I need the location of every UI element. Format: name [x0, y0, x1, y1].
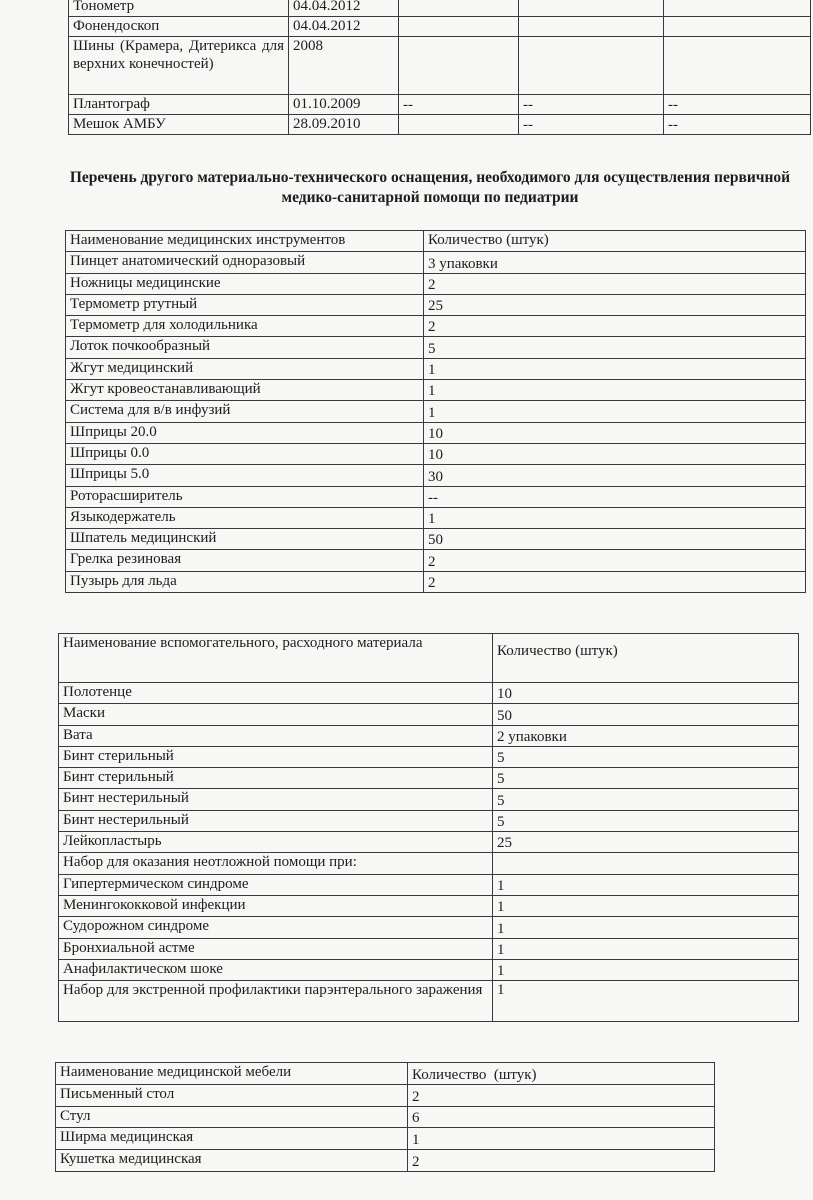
- item-qty: --: [424, 486, 806, 507]
- table-row: [69, 115, 811, 135]
- table-row: [66, 507, 806, 528]
- item-name: Ширма медицинская: [56, 1128, 408, 1150]
- table-row: [66, 550, 806, 571]
- table-row: [59, 917, 799, 938]
- table-row: [66, 294, 806, 315]
- equipment-cell: [664, 0, 811, 17]
- item-qty: 30: [424, 465, 806, 486]
- equipment-table: [68, 0, 811, 135]
- equipment-name: Тонометр: [69, 0, 289, 17]
- table-row: [66, 465, 806, 486]
- table-row: [59, 768, 799, 789]
- table-row: [56, 1084, 715, 1106]
- column-header-qty: Количество (штук): [493, 634, 799, 683]
- table-row: [66, 529, 806, 550]
- equipment-cell: [399, 37, 519, 95]
- item-name: Грелка резиновая: [66, 550, 424, 571]
- equipment-cell: --: [519, 95, 664, 115]
- item-qty: 1: [493, 981, 799, 1022]
- item-name: Пинцет анатомический одноразовый: [66, 252, 424, 273]
- item-qty: 1: [493, 938, 799, 959]
- equipment-cell: [664, 37, 811, 95]
- table-row: [59, 683, 799, 704]
- item-qty: [493, 853, 799, 874]
- item-name: Ножницы медицинские: [66, 273, 424, 294]
- item-name: Вата: [59, 725, 493, 746]
- equipment-cell: --: [519, 115, 664, 135]
- item-name: Бинт стерильный: [59, 746, 493, 767]
- item-name: Роторасширитель: [66, 486, 424, 507]
- table-row: [66, 358, 806, 379]
- table-row: [66, 571, 806, 592]
- item-qty: 50: [493, 704, 799, 725]
- table-row: [69, 95, 811, 115]
- item-qty: 2: [424, 571, 806, 592]
- item-name: Маски: [59, 704, 493, 725]
- table-row: [59, 832, 799, 853]
- item-name: Бинт нестерильный: [59, 810, 493, 831]
- table-row: [66, 316, 806, 337]
- item-name: Набор для оказания неотложной помощи при:: [59, 853, 493, 874]
- equipment-name: Фонендоскоп: [69, 17, 289, 37]
- column-header-name: Наименование медицинских инструментов: [66, 231, 424, 252]
- supplies-table: [58, 633, 799, 1022]
- item-qty: 25: [493, 832, 799, 853]
- item-qty: 1: [424, 358, 806, 379]
- item-qty: 2: [424, 273, 806, 294]
- item-name: Жгут кровеостанавливающий: [66, 380, 424, 401]
- item-name: Шприцы 5.0: [66, 465, 424, 486]
- table-row: [59, 853, 799, 874]
- table-row: [59, 746, 799, 767]
- table-row: [59, 725, 799, 746]
- item-qty: 1: [493, 917, 799, 938]
- item-name: Пузырь для льда: [66, 571, 424, 592]
- table-header-row: [66, 231, 806, 252]
- table-header-row: [59, 634, 799, 683]
- item-qty: 10: [424, 422, 806, 443]
- equipment-name: Шины (Крамера, Дитерикса для верхних конечностей): [69, 37, 289, 95]
- table-row: [59, 981, 799, 1022]
- table-row: [59, 704, 799, 725]
- item-qty: 1: [424, 507, 806, 528]
- equipment-cell: [519, 0, 664, 17]
- table-row: [66, 401, 806, 422]
- table-row: [59, 874, 799, 895]
- item-name: Кушетка медицинская: [56, 1150, 408, 1172]
- section-heading: Перечень другого материально-технического оснащения, необходимого для осуществления первичной медико-санитарной помощи по педиатрии: [69, 169, 791, 206]
- item-name: Шприцы 0.0: [66, 443, 424, 464]
- equipment-cell: [399, 115, 519, 135]
- item-qty: 1: [424, 380, 806, 401]
- furniture-table: [55, 1062, 715, 1172]
- table-row: [69, 17, 811, 37]
- item-qty: 10: [424, 443, 806, 464]
- table-row: [59, 789, 799, 810]
- item-name: Система для в/в инфузий: [66, 401, 424, 422]
- item-qty: 2: [408, 1084, 715, 1106]
- equipment-cell: [399, 17, 519, 37]
- item-name: Бинт стерильный: [59, 768, 493, 789]
- equipment-name: Плантограф: [69, 95, 289, 115]
- item-qty: 50: [424, 529, 806, 550]
- column-header-qty: Количество (штук): [408, 1063, 715, 1085]
- item-qty: 1: [424, 401, 806, 422]
- item-qty: 2: [424, 550, 806, 571]
- table-row: [66, 486, 806, 507]
- table-row: [69, 37, 811, 95]
- table-row: [66, 443, 806, 464]
- item-name: Бронхиальной астме: [59, 938, 493, 959]
- equipment-cell: [399, 0, 519, 17]
- item-name: Термометр ртутный: [66, 294, 424, 315]
- equipment-date: 04.04.2012: [289, 17, 399, 37]
- item-qty: 5: [493, 789, 799, 810]
- item-name: Бинт нестерильный: [59, 789, 493, 810]
- item-name: Шпатель медицинский: [66, 529, 424, 550]
- table-row: [56, 1128, 715, 1150]
- equipment-cell: --: [664, 95, 811, 115]
- equipment-date: 2008: [289, 37, 399, 95]
- instruments-table: [65, 230, 806, 593]
- equipment-name: Мешок АМБУ: [69, 115, 289, 135]
- table-row: [59, 938, 799, 959]
- item-name: Судорожном синдроме: [59, 917, 493, 938]
- item-name: Менингококковой инфекции: [59, 895, 493, 916]
- item-name: Письменный стол: [56, 1084, 408, 1106]
- equipment-cell: --: [399, 95, 519, 115]
- item-name: Гипертермическом синдроме: [59, 874, 493, 895]
- table-row: [56, 1106, 715, 1128]
- item-qty: 5: [424, 337, 806, 358]
- table-row: [66, 380, 806, 401]
- table-header-row: [56, 1063, 715, 1085]
- item-name: Термометр для холодильника: [66, 316, 424, 337]
- equipment-date: 28.09.2010: [289, 115, 399, 135]
- item-qty: 5: [493, 810, 799, 831]
- item-qty: 1: [493, 874, 799, 895]
- table-row: [69, 0, 811, 17]
- table-row: [59, 810, 799, 831]
- item-name: Языкодержатель: [66, 507, 424, 528]
- item-qty: 2 упаковки: [493, 725, 799, 746]
- item-qty: 3 упаковки: [424, 252, 806, 273]
- column-header-name: Наименование медицинской мебели: [56, 1063, 408, 1085]
- column-header-name: Наименование вспомогательного, расходного материала: [59, 634, 493, 683]
- equipment-cell: --: [664, 115, 811, 135]
- table-row: [66, 252, 806, 273]
- item-name: Полотенце: [59, 683, 493, 704]
- table-row: [66, 422, 806, 443]
- table-row: [66, 337, 806, 358]
- item-qty: 10: [493, 683, 799, 704]
- item-name: Жгут медицинский: [66, 358, 424, 379]
- equipment-date: 04.04.2012: [289, 0, 399, 17]
- column-header-qty: Количество (штук): [424, 231, 806, 252]
- equipment-date: 01.10.2009: [289, 95, 399, 115]
- item-name: Лейкопластырь: [59, 832, 493, 853]
- equipment-cell: [664, 17, 811, 37]
- item-qty: 2: [408, 1150, 715, 1172]
- item-qty: 1: [408, 1128, 715, 1150]
- item-name: Анафилактическом шоке: [59, 959, 493, 980]
- item-qty: 1: [493, 959, 799, 980]
- item-name: Набор для экстренной профилактики парэнтерального заражения: [59, 981, 493, 1022]
- item-name: Лоток почкообразный: [66, 337, 424, 358]
- item-qty: 5: [493, 768, 799, 789]
- item-name: Шприцы 20.0: [66, 422, 424, 443]
- table-row: [59, 959, 799, 980]
- table-row: [66, 273, 806, 294]
- equipment-cell: [519, 17, 664, 37]
- item-qty: 25: [424, 294, 806, 315]
- item-qty: 2: [424, 316, 806, 337]
- item-name: Стул: [56, 1106, 408, 1128]
- item-qty: 1: [493, 895, 799, 916]
- equipment-cell: [519, 37, 664, 95]
- table-row: [56, 1150, 715, 1172]
- item-qty: 5: [493, 746, 799, 767]
- table-row: [59, 895, 799, 916]
- item-qty: 6: [408, 1106, 715, 1128]
